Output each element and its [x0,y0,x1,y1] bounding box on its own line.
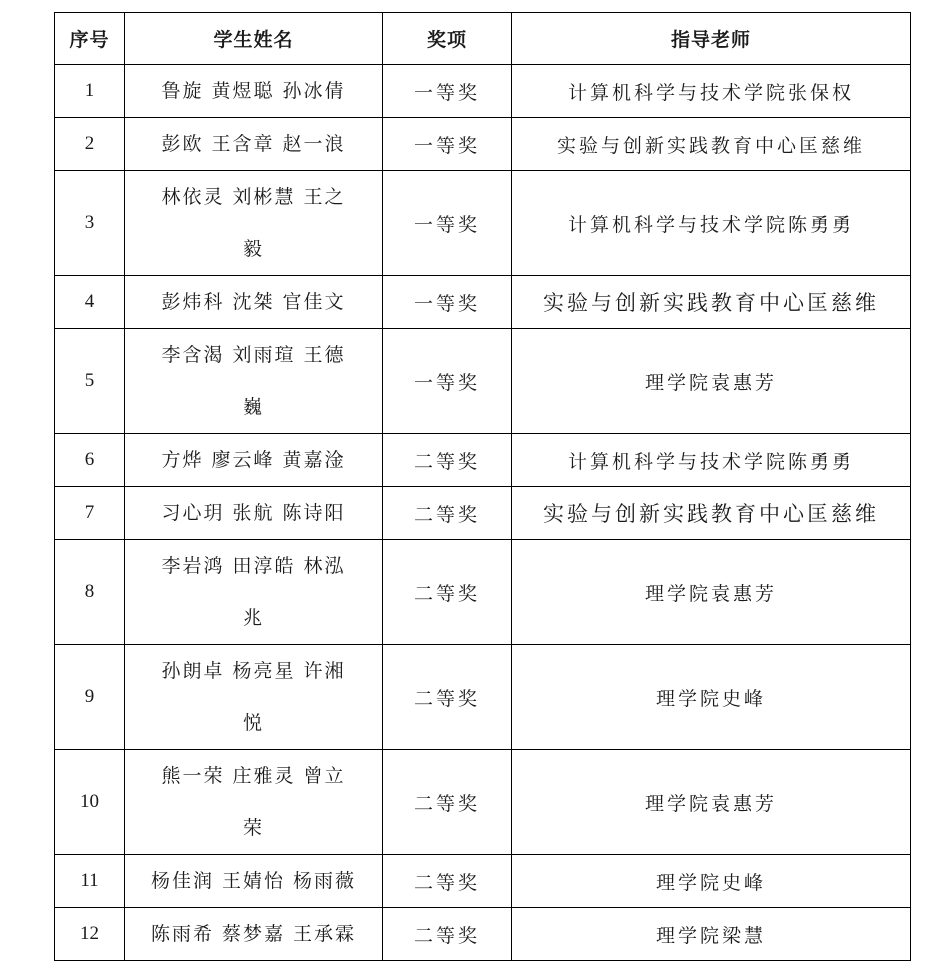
names-line: 李岩鸿 田淳皓 林泓 [161,555,346,577]
table-row [55,750,911,855]
header-row [55,13,911,65]
table-row [55,329,911,434]
row-index: 5 [55,329,125,434]
names-line: 孙朗卓 杨亮星 许湘 [161,660,346,682]
table-row [55,118,911,171]
names-line: 李含渴 刘雨瑄 王德 [161,344,346,366]
names-line: 陈雨希 蔡梦嘉 王承霖 [150,923,357,945]
advisor: 计算机科学与技术学院陈勇勇 [512,434,911,487]
names-line-wrap: 兆 [242,607,264,629]
names-line: 方烨 廖云峰 黄嘉淦 [161,449,346,471]
table-row [55,908,911,961]
row-index: 10 [55,750,125,855]
advisor: 计算机科学与技术学院陈勇勇 [512,171,911,276]
award-level: 一等奖 [383,276,512,329]
row-index: 6 [55,434,125,487]
advisor: 实验与创新实践教育中心匡慈维 [512,276,911,329]
award-level: 一等奖 [383,118,512,171]
table-row [55,645,911,750]
names-line: 熊一荣 庄雅灵 曾立 [161,765,346,787]
advisor: 理学院史峰 [512,645,911,750]
advisor: 理学院史峰 [512,855,911,908]
names-line-wrap: 悦 [242,712,264,734]
row-index: 1 [55,65,125,118]
table-row [55,276,911,329]
row-index: 3 [55,171,125,276]
advisor: 实验与创新实践教育中心匡慈维 [512,118,911,171]
award-level: 二等奖 [383,750,512,855]
award-level: 二等奖 [383,487,512,540]
student-names [125,276,383,329]
student-names [125,65,383,118]
award-level: 二等奖 [383,540,512,645]
award-level: 二等奖 [383,645,512,750]
student-names [125,118,383,171]
award-level: 二等奖 [383,855,512,908]
student-names [125,329,383,434]
student-names [125,540,383,645]
award-level: 二等奖 [383,434,512,487]
table-row [55,487,911,540]
advisor: 计算机科学与技术学院张保权 [512,65,911,118]
advisor: 实验与创新实践教育中心匡慈维 [512,487,911,540]
row-index: 7 [55,487,125,540]
header-index: 序号 [55,13,125,65]
names-line: 鲁旋 黄煜聪 孙冰倩 [161,80,346,102]
student-names [125,908,383,961]
student-names [125,487,383,540]
advisor: 理学院袁惠芳 [512,750,911,855]
table-row [55,540,911,645]
award-level: 一等奖 [383,171,512,276]
row-index: 9 [55,645,125,750]
names-line-wrap: 毅 [242,238,264,260]
names-line-wrap: 荣 [242,817,264,839]
table-row [55,65,911,118]
award-level: 一等奖 [383,329,512,434]
student-names [125,645,383,750]
advisor: 理学院梁慧 [512,908,911,961]
names-line: 彭欧 王含章 赵一浪 [161,133,346,155]
header-advisor: 指导老师 [512,13,911,65]
names-line: 习心玥 张航 陈诗阳 [161,502,346,524]
advisor: 理学院袁惠芳 [512,540,911,645]
row-index: 2 [55,118,125,171]
names-line-wrap: 巍 [242,396,264,418]
row-index: 12 [55,908,125,961]
names-line: 杨佳润 王婧怡 杨雨薇 [150,870,357,892]
student-names [125,750,383,855]
advisor: 理学院袁惠芳 [512,329,911,434]
awards-table [54,12,911,961]
student-names [125,171,383,276]
award-level: 二等奖 [383,908,512,961]
names-line: 彭炜科 沈桀 官佳文 [161,291,346,313]
row-index: 11 [55,855,125,908]
header-award: 奖项 [383,13,512,65]
row-index: 4 [55,276,125,329]
student-names [125,855,383,908]
header-student-names: 学生姓名 [125,13,383,65]
row-index: 8 [55,540,125,645]
table-row [55,171,911,276]
award-level: 一等奖 [383,65,512,118]
student-names [125,434,383,487]
table-row [55,434,911,487]
table-row [55,855,911,908]
names-line: 林依灵 刘彬慧 王之 [161,186,346,208]
